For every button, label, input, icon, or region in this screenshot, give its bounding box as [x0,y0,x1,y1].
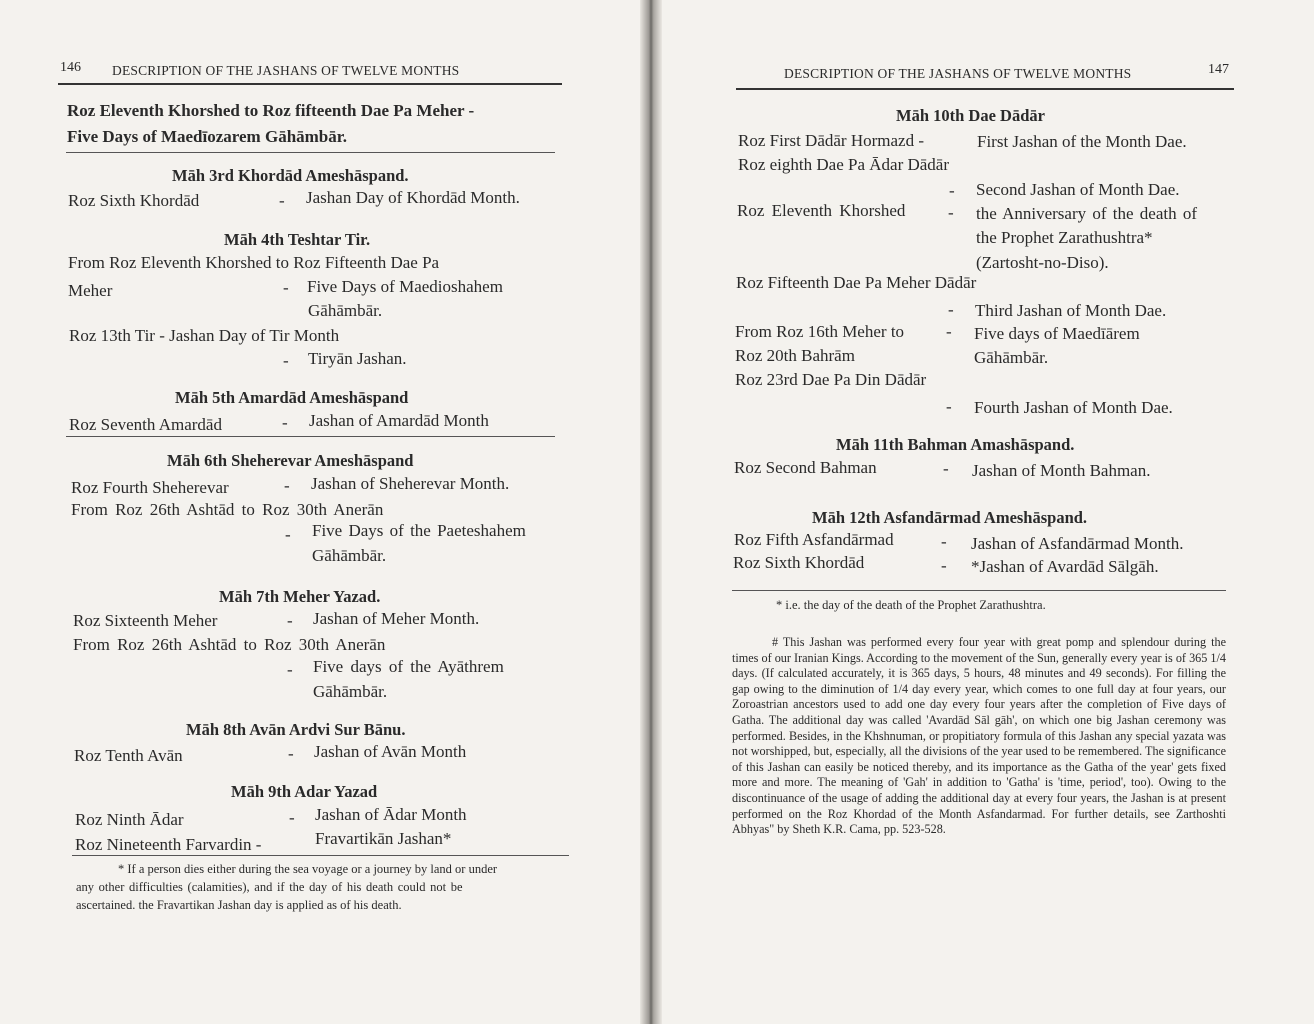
entry-line: Roz 13th Tir - Jashan Day of Tir Month [69,326,340,345]
month-6-heading: Māh 6th Sheherevar Ameshāspand [167,451,414,470]
entry-dash: - [279,191,285,210]
footnote-hash: # This Jashan was performed every four year with great pomp and splendour during the times of our Iranian Kings. According to the movement of the Sun, generally every year is of 365 1/4 days. (If calculated accurately, it is 365 days, 5 hours, 48 minutes and 49 seconds). For filling the gap owing to the diminution of 1/4 day every year, which comes to one full day at four years, our Zoroastrian ancestors used to add one day every four years after the completion of Five days of Gatha. The additional day was called 'Avardād Sāl gāh', on which one big Jashan ceremony was performed. Besides, in the Khshnuman, or propitiatory formula of this Jashan any special yazata was not worshipped, but, especially, all the divisions of the year used to be remembered. The significance of this Jashan can easily be noticed thereby, and its importance as the Gatha of the year' gets fixed more and more. The meaning of 'Gah' in addition to 'Gatha' is 'time, period', too). Owing to the discontinuance of the usage of adding the additional day at every four years, the Jashan is at present performed on the Roz Khordad of the Month Asfandarmad. For further details, see Zarthoshti Abhyas" by Sheth K.R. Cama, pp. 523-528. [732,635,1226,837]
entry-label: Roz First Dādār Hormazd - [738,131,925,150]
footnote-line: ascertained. the Fravartikan Jashan day is applied as of his death. [76,898,402,912]
entry-dash: - [284,476,290,495]
entry-value: Jashan of Ādar Month [315,805,467,824]
entry-line: Roz Fifteenth Dae Pa Meher Dādār [736,273,977,292]
entry-label: Roz Fifth Asfandārmad [734,530,894,549]
entry-line: From Roz 26th Ashtād to Roz 30th Anerān [71,500,384,519]
entry-value: Jashan of Amardād Month [309,411,489,430]
entry-dash: - [287,611,293,630]
entry-line: From Roz Eleventh Khorshed to Roz Fifteenth Dae Pa [68,253,440,272]
month-8-heading: Māh 8th Avān Ardvi Sur Bānu. [186,720,406,739]
entry-value: Tiryān Jashan. [308,349,407,368]
entry-label: Roz Seventh Amardād [69,415,222,434]
footnote-line: any other difficulties (calamities), and if the day of his death could not be [76,880,463,894]
entry-dash: - [948,300,954,319]
entry-label: Roz 20th Bahrām [735,346,855,365]
entry-value: Jashan of Meher Month. [313,609,480,628]
entry-dash: - [949,181,955,200]
entry-dash: - [948,203,954,222]
section-rule [66,152,555,153]
intro-line-2: Five Days of Maedīozarem Gāhāmbār. [67,127,347,146]
footnote-rule [72,855,569,856]
entry-dash: - [941,532,947,551]
entry-dash: - [943,459,949,478]
entry-line: Roz 23rd Dae Pa Din Dādār [735,370,927,389]
running-head: DESCRIPTION OF THE JASHANS OF TWELVE MONTHS [112,63,460,78]
entry-dash: - [946,322,952,341]
entry-dash: - [941,556,947,575]
entry-value-cont: (Zartosht-no-Diso). [976,253,1109,272]
entry-value: Third Jashan of Month Dae. [975,301,1167,320]
header-rule [736,88,1234,90]
header-rule [58,83,562,85]
page-number: 147 [1208,62,1229,77]
entry-value: Fourth Jashan of Month Dae. [974,398,1173,417]
footnote-line: * If a person dies either during the sea voyage or a journey by land or under [118,862,498,876]
entry-value: First Jashan of the Month Dae. [977,132,1187,151]
entry-value: Five days of the Ayāthrem [313,657,504,676]
entry-value: Jashan of Month Bahman. [972,461,1151,480]
entry-label: From Roz 16th Meher to [735,322,905,341]
entry-value: Jashan of Avān Month [314,742,467,761]
month-10-heading: Māh 10th Dae Dādār [896,106,1045,125]
section-rule [66,436,555,437]
entry-value: Second Jashan of Month Dae. [976,180,1180,199]
page-number: 146 [60,60,81,75]
entry-value: Five days of Maedīārem [974,324,1140,343]
entry-value: Five Days of the Paeteshahem [312,521,526,540]
entry-dash: - [287,660,293,679]
entry-dash: - [289,808,295,827]
month-3-heading: Māh 3rd Khordād Ameshāspand. [172,166,409,185]
entry-dash: - [946,397,952,416]
entry-dash: - [285,525,291,544]
footnote-star: * i.e. the day of the death of the Prophet Zarathushtra. [776,598,1046,612]
entry-label: Roz Ninth Ādar [75,810,184,829]
entry-label: Meher [68,281,113,300]
right-page [662,0,1314,1024]
month-9-heading: Māh 9th Adar Yazad [231,782,378,801]
entry-value: Fravartikān Jashan* [315,829,452,848]
month-5-heading: Māh 5th Amardād Ameshāspand [175,388,409,407]
month-11-heading: Māh 11th Bahman Amashāspand. [836,435,1075,454]
entry-value: the Anniversary of the death of [976,204,1198,223]
entry-dash: - [283,278,289,297]
entry-dash: - [283,351,289,370]
entry-label: Roz Fourth Sheherevar [71,478,229,497]
entry-dash: - [288,744,294,763]
entry-label: Roz Sixteenth Meher [73,611,218,630]
entry-line: Roz eighth Dae Pa Ādar Dādār [738,155,950,174]
entry-value-cont: Gāhāmbār. [308,301,383,320]
entry-value: Jashan Day of Khordād Month. [306,188,520,207]
entry-label: Roz Second Bahman [734,458,877,477]
month-7-heading: Māh 7th Meher Yazad. [219,587,381,606]
running-head: DESCRIPTION OF THE JASHANS OF TWELVE MONTHS [784,66,1132,81]
entry-dash: - [282,413,288,432]
entry-label: Roz Sixth Khordād [733,553,865,572]
entry-label: Roz Tenth Avān [74,746,183,765]
entry-value-cont: Gāhāmbār. [974,348,1049,367]
intro-line-1: Roz Eleventh Khorshed to Roz fifteenth Dae Pa Meher - [67,101,475,120]
entry-line: From Roz 26th Ashtād to Roz 30th Anerān [73,635,386,654]
month-4-heading: Māh 4th Teshtar Tir. [224,230,371,249]
entry-value: Five Days of Maedioshahem [307,277,503,296]
entry-label: Roz Sixth Khordād [68,191,200,210]
month-12-heading: Māh 12th Asfandārmad Ameshāspand. [812,508,1088,527]
entry-value-cont: the Prophet Zarathushtra* [976,228,1153,247]
entry-label: Roz Eleventh Khorshed [737,201,906,220]
footnote-rule [732,590,1226,591]
entry-label: Roz Nineteenth Farvardin - [75,835,262,854]
left-page [0,0,640,1024]
entry-value: Jashan of Sheherevar Month. [311,474,510,493]
entry-value: *Jashan of Avardād Sālgāh. [971,557,1159,576]
book-spine [640,0,662,1024]
entry-value: Jashan of Asfandārmad Month. [971,534,1184,553]
entry-value-cont: Gāhāmbār. [312,546,387,565]
entry-value-cont: Gāhāmbār. [313,682,388,701]
